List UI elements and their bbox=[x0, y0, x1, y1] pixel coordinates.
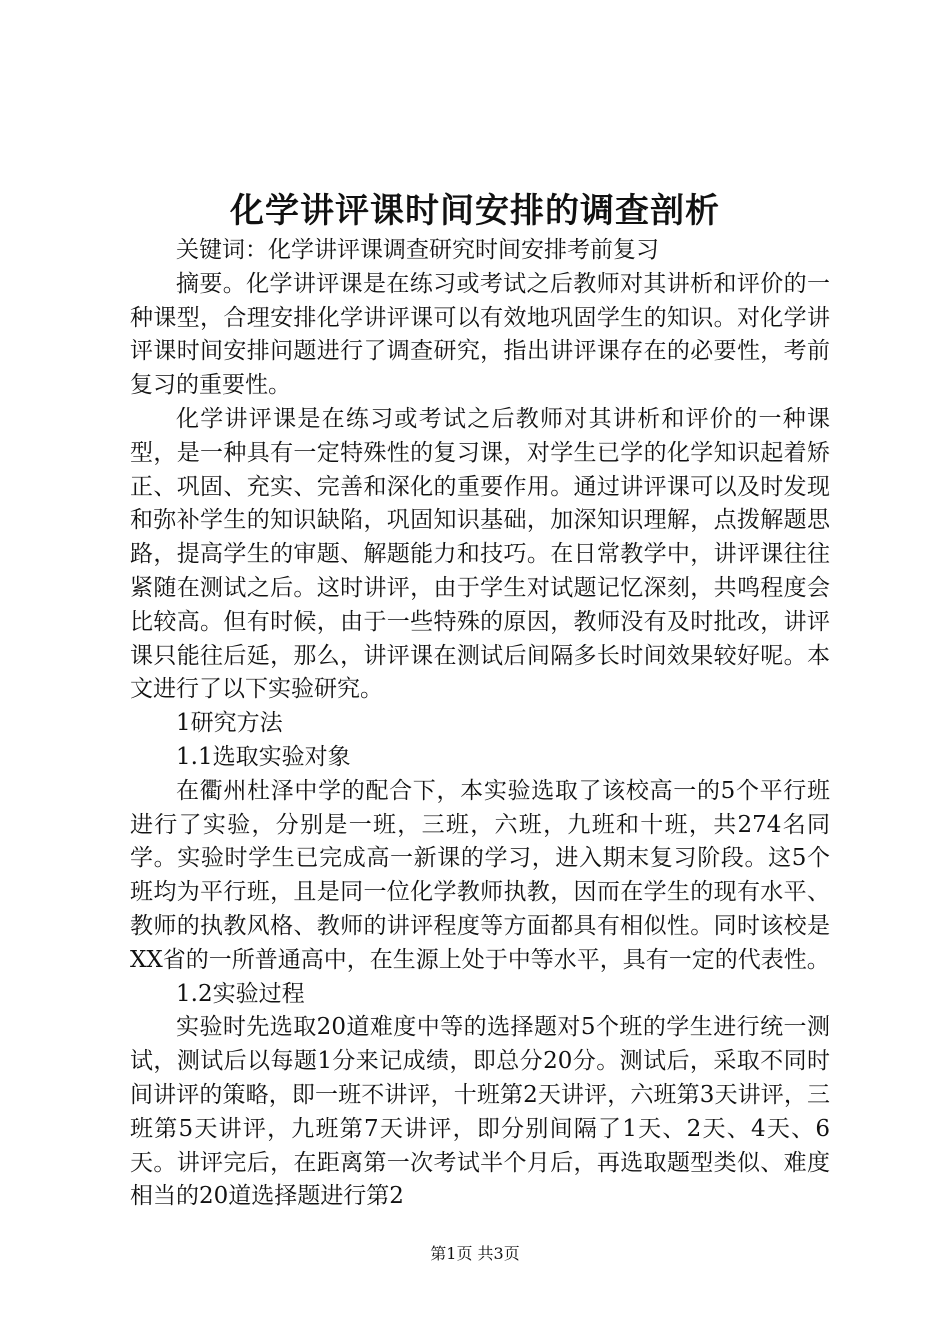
keywords-paragraph: 关键词：化学讲评课调查研究时间安排考前复习 bbox=[176, 237, 659, 263]
process-paragraph: 实验时先选取20道难度中等的选择题对5个班的学生进行统一测试，测试后以每题1分来记成绩，即总分20分。测试后，采取不同时间讲评的策略，即一班不讲评，十班第2天讲评，六班第3天讲评，三班第5天讲评，九班第7天讲评，即分别间隔了1天、2天、4天、6天。讲评完后，在距离第一次考试半个月后，再选取题型类似、难度相当的20道选择题进行第2 bbox=[130, 1014, 830, 1210]
page-footer: 第1页 共3页 bbox=[430, 1244, 520, 1263]
section-heading-methods: 1研究方法 bbox=[176, 710, 283, 737]
abstract-paragraph: 摘要。化学讲评课是在练习或考试之后教师对其讲析和评价的一种课型，合理安排化学讲评课可以有效地巩固学生的知识。对化学讲评课时间安排问题进行了调查研究，指出讲评课存在的必要性，考前复习的重要性。 bbox=[130, 270, 830, 399]
intro-paragraph: 化学讲评课是在练习或考试之后教师对其讲析和评价的一种课型，是一种具有一定特殊性的复习课，对学生已学的化学知识起着矫正、巩固、充实、完善和深化的重要作用。通过讲评课可以及时发现和弥补学生的知识缺陷，巩固知识基础，加深知识理解，点拨解题思路，提高学生的审题、解题能力和技巧。在日常教学中，讲评课往往紧随在测试之后。这时讲评，由于学生对试题记忆深刻，共鸣程度会比较高。但有时候，由于一些特殊的原因，教师没有及时批改，讲评课只能往后延，那么，讲评课在测试后间隔多长时间效果较好呢。本文进行了以下实验研究。 bbox=[130, 405, 830, 703]
document-body bbox=[130, 234, 830, 1214]
document-title: 化学讲评课时间安排的调查剖析 bbox=[230, 191, 720, 231]
subsection-heading-subjects: 1.1选取实验对象 bbox=[176, 743, 351, 770]
subjects-paragraph: 在衢州杜泽中学的配合下，本实验选取了该校高一的5个平行班进行了实验，分别是一班，三班，六班，九班和十班，共274名同学。实验时学生已完成高一新课的学习，进入期末复习阶段。这5个班均为平行班，且是同一位化学教师执教，因而在学生的现有水平、教师的执教风格、教师的讲评程度等方面都具有相似性。同时该校是XX省的一所普通高中，在生源上处于中等水平，具有一定的代表性。 bbox=[130, 777, 830, 973]
subsection-heading-process: 1.2实验过程 bbox=[176, 980, 305, 1007]
